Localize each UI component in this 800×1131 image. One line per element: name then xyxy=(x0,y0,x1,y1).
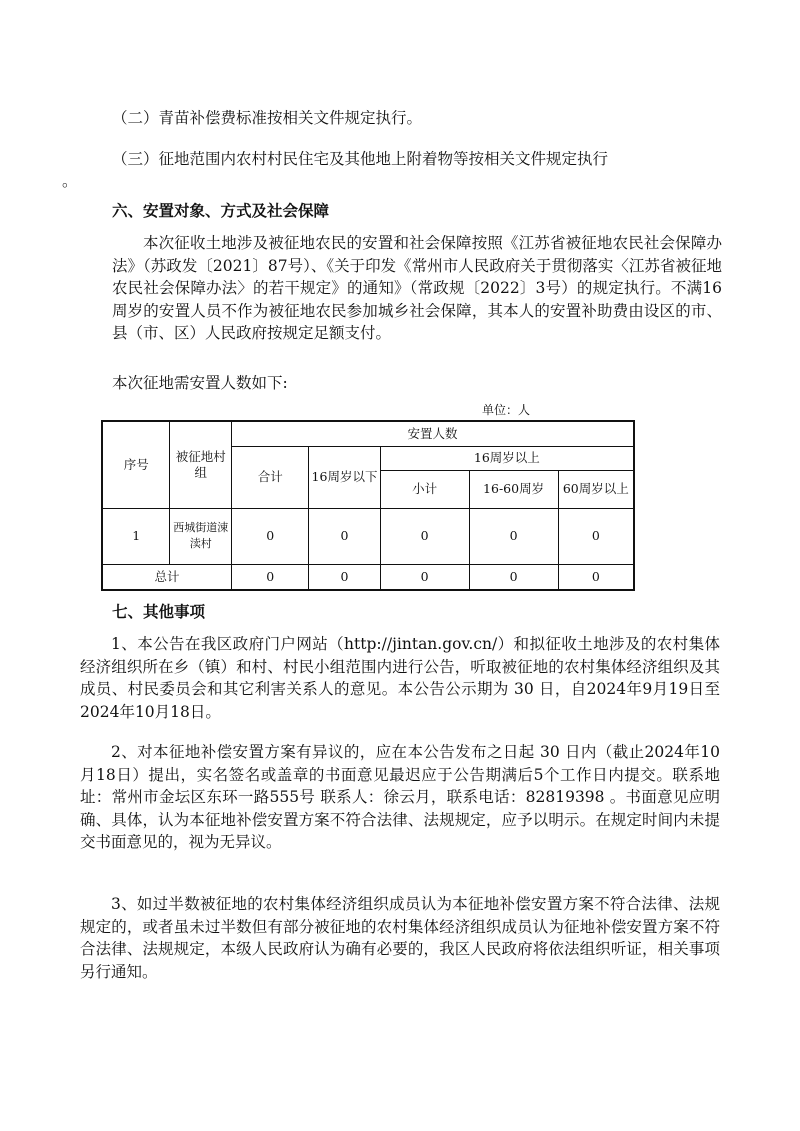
cell-sum-16-60: 0 xyxy=(469,564,558,590)
cell-sum-60up: 0 xyxy=(558,564,634,590)
table-intro: 本次征地需安置人数如下: xyxy=(112,374,288,392)
cell-sum-under16: 0 xyxy=(309,564,380,590)
header-under16: 16周岁以下 xyxy=(309,446,380,508)
header-over16: 16周岁以上 xyxy=(380,446,634,470)
cell-seq: 1 xyxy=(102,508,170,564)
header-village: 被征地村组 xyxy=(170,421,232,508)
cell-16-60: 0 xyxy=(469,508,558,564)
table-row xyxy=(102,508,634,564)
header-seq: 序号 xyxy=(102,421,170,508)
cell-sum-total: 0 xyxy=(232,564,309,590)
table-unit: 单位：人 xyxy=(482,403,531,417)
header-total: 合计 xyxy=(232,446,309,508)
cell-total: 0 xyxy=(232,508,309,564)
section7-paragraph-1: 1、本公告在我区政府门户网站（http://jintan.gov.cn/）和拟征收土地涉及的农村集体经济组织所在乡（镇）和村、村民小组范围内进行公告，听取被征地的农村集体经济组织及其成员、村民委员会和其它利害关系人的意见。本公告公示期为 30 日，自2024年9月19日至2024年10月18日。 xyxy=(80,635,720,721)
cell-under16: 0 xyxy=(309,508,380,564)
line-period: 。 xyxy=(62,172,78,190)
section7-paragraph-3: 3、如过半数被征地的农村集体经济组织成员认为本征地补偿安置方案不符合法律、法规规定的，或者虽未过半数但有部分被征地的农村集体经济组织成员认为征地补偿安置方案不符合法律、法规规定，本级人民政府认为确有必要的，我区人民政府将依法组织听证，相关事项另行通知。 xyxy=(80,895,720,981)
header-16-60: 16-60周岁 xyxy=(469,470,558,508)
line-house-attachments: （三）征地范围内农村村民住宅及其他地上附着物等按相关文件规定执行 xyxy=(112,150,609,168)
header-60up: 60周岁以上 xyxy=(558,470,634,508)
section6-heading: 六、安置对象、方式及社会保障 xyxy=(112,202,330,220)
table-sum-row xyxy=(102,564,634,590)
cell-village: 西城街道涑渎村 xyxy=(170,508,232,564)
header-subtotal: 小计 xyxy=(380,470,469,508)
cell-60up: 0 xyxy=(558,508,634,564)
header-resettle-count: 安置人数 xyxy=(232,421,634,446)
cell-subtotal: 0 xyxy=(380,508,469,564)
cell-sum-subtotal: 0 xyxy=(380,564,469,590)
cell-sum-label: 总计 xyxy=(102,564,232,590)
resettlement-table xyxy=(101,420,635,591)
section6-paragraph: 本次征收土地涉及被征地农民的安置和社会保障按照《江苏省被征地农民社会保障办法》（苏政发〔2021〕87号）、《关于印发《常州市人民政府关于贯彻落实〈江苏省被征地农民社会保障办法〉的若干规定》的通知》（常政规〔2022〕3号）的规定执行。不满16周岁的安置人员不作为被征地农民参加城乡社会保障，其本人的安置补助费由设区的市、县（市、区）人民政府按规定足额支付。 xyxy=(112,234,722,342)
section7-heading: 七、其他事项 xyxy=(112,603,206,621)
line-green-crop-compensation: （二）青苗补偿费标准按相关文件规定执行。 xyxy=(112,109,423,127)
section7-paragraph-2: 2、对本征地补偿安置方案有异议的，应在本公告发布之日起 30 日内（截止2024年10月18日）提出，实名签名或盖章的书面意见最迟应于公告期满后5个工作日内提交。联系地址：常州市金坛区东环一路555号 联系人：徐云月，联系电话：82819398 。书面意见应明确、具体，认为本征地补偿安置方案不符合法律、法规规定，应予以明示。在规定时间内未提交书面意见的，视为无异议。 xyxy=(80,743,720,851)
